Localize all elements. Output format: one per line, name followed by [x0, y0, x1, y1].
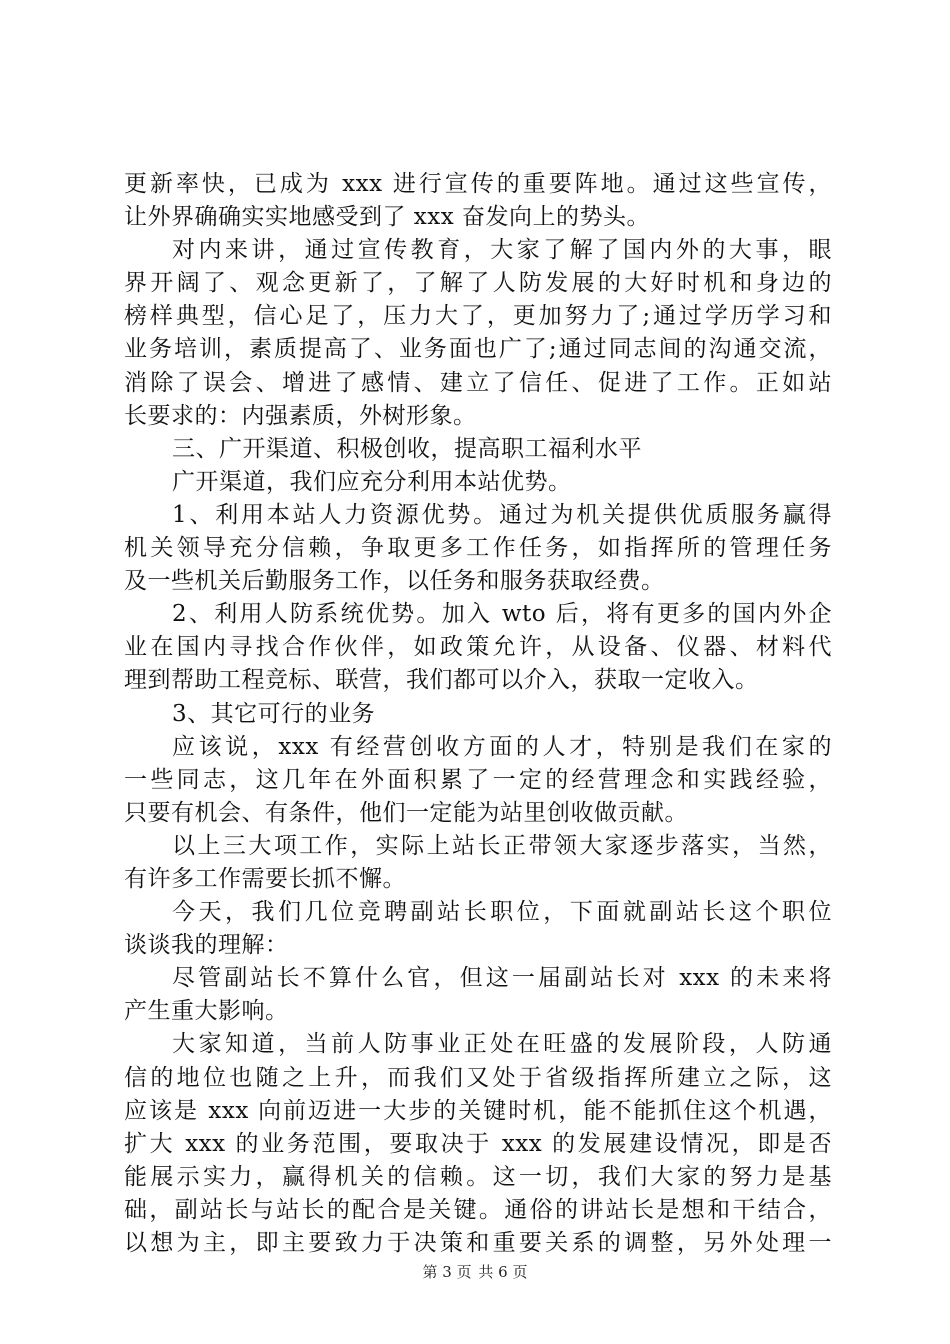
text-line: 础，副站长与站长的配合是关键。通俗的讲站长是想和干结合， [124, 1196, 832, 1223]
text-line: 榜样典型，信心足了，压力大了，更加努力了;通过学历学习和 [124, 303, 832, 330]
text-line: 对内来讲，通过宣传教育，大家了解了国内外的大事，眼 [172, 237, 832, 264]
text-line: 产生重大影响。 [124, 998, 289, 1025]
text-line: 有许多工作需要长抓不懈。 [124, 865, 406, 892]
body-text [124, 168, 832, 1260]
text-line: 业务培训，素质提高了、业务面也广了;通过同志间的沟通交流， [124, 336, 832, 363]
text-line: 以想为主，即主要致力于决策和重要关系的调整，另外处理一 [124, 1230, 832, 1256]
text-line: 应该是 xxx 向前迈进一大步的关键时机，能不能抓住这个机遇， [124, 1097, 832, 1124]
page-number: 第 3 页 [422, 1263, 472, 1281]
text-line: 扩大 xxx 的业务范围，要取决于 xxx 的发展建设情况，即是否 [124, 1130, 832, 1157]
text-line: 一些同志，这几年在外面积累了一定的经营理念和实践经验， [124, 766, 832, 793]
text-line: 理到帮助工程竞标、联营，我们都可以介入，获取一定收入。 [124, 667, 759, 694]
text-line: 信的地位也随之上升，而我们又处于省级指挥所建立之际，这 [124, 1064, 832, 1091]
page-total: 共 6 页 [478, 1263, 528, 1281]
text-line: 1、利用本站人力资源优势。通过为机关提供优质服务赢得 [172, 501, 832, 528]
text-line: 消除了误会、增进了感情、建立了信任、促进了工作。正如站 [124, 369, 832, 396]
text-line: 长要求的：内强素质，外树形象。 [124, 402, 477, 429]
text-line: 界开阔了、观念更新了，了解了人防发展的大好时机和身边的 [124, 270, 832, 297]
text-line: 及一些机关后勤服务工作，以任务和服务获取经费。 [124, 568, 665, 595]
text-line: 能展示实力，赢得机关的信赖。这一切，我们大家的努力是基 [124, 1163, 832, 1190]
text-line: 广开渠道，我们应充分利用本站优势。 [172, 468, 572, 495]
text-line: 更新率快，已成为 xxx 进行宣传的重要阵地。通过这些宣传， [124, 171, 832, 197]
text-line: 让外界确确实实地感受到了 xxx 奋发向上的势头。 [124, 204, 651, 231]
text-line: 只要有机会、有条件，他们一定能为站里创收做贡献。 [124, 799, 688, 826]
text-line: 以上三大项工作，实际上站长正带领大家逐步落实，当然， [172, 832, 832, 859]
text-line: 3、其它可行的业务 [172, 700, 376, 727]
text-line: 2、利用人防系统优势。加入 wto 后，将有更多的国内外企 [172, 601, 832, 628]
text-line: 应该说，xxx 有经营创收方面的人才，特别是我们在家的 [172, 733, 832, 760]
text-line: 大家知道，当前人防事业正处在旺盛的发展阶段，人防通 [172, 1031, 832, 1058]
page-footer [0, 1262, 950, 1282]
text-line: 谈谈我的理解： [124, 932, 289, 959]
text-line: 三、广开渠道、积极创收，提高职工福利水平 [172, 435, 642, 462]
text-line: 业在国内寻找合作伙伴，如政策允许，从设备、仪器、材料代 [124, 634, 832, 661]
text-line: 机关领导充分信赖，争取更多工作任务，如指挥所的管理任务 [124, 535, 832, 562]
text-line: 尽管副站长不算什么官，但这一届副站长对 xxx 的未来将 [172, 965, 832, 992]
text-line: 今天，我们几位竞聘副站长职位，下面就副站长这个职位 [172, 899, 832, 926]
